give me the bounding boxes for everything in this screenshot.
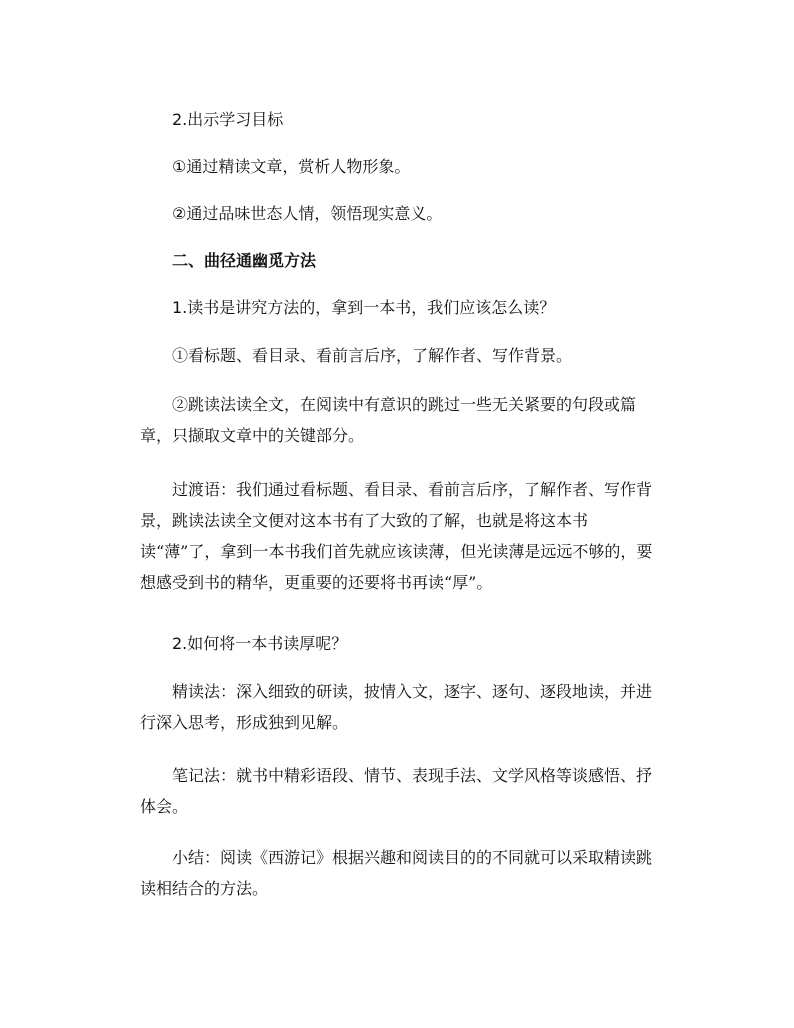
summary: 小结：阅读《西游记》根据兴趣和阅读目的的不同就可以采取精读跳读相结合的方法。 xyxy=(140,848,653,898)
section-heading: 二、曲径通幽觅方法 xyxy=(172,251,317,270)
objective-2: ②通过品味世态人情，领悟现实意义。 xyxy=(172,204,443,223)
method-1: ①看标题、看目录、看前言后序，了解作者、写作背景。 xyxy=(172,346,573,365)
section-step-title: 2.出示学习目标 xyxy=(172,110,284,129)
objective-1: ①通过精读文章，赏析人物形象。 xyxy=(172,157,411,176)
note-method: 笔记法：就书中精彩语段、情节、表现手法、文学风格等谈感悟、抒体会。 xyxy=(140,766,653,816)
close-reading-method: 精读法：深入细致的研读，披情入文，逐字、逐句、逐段地读，并进行深入思考，形成独到见解。 xyxy=(140,682,653,732)
method-2: ②跳读法读全文，在阅读中有意识的跳过一些无关紧要的句段或篇章，只撷取文章中的关键部分。 xyxy=(140,395,637,445)
transition-paragraph: 过渡语：我们通过看标题、看目录、看前言后序，了解作者、写作背景，跳读法读全文便对这本书有了大致的了解，也就是将这本书读“薄”了，拿到一本书我们首先就应该读薄，但光读薄是远远不够的，要想感受到书的精华，更重要的还要将书再读“厚”。 xyxy=(140,480,653,592)
question-1: 1.读书是讲究方法的，拿到一本书，我们应该怎么读？ xyxy=(172,298,556,317)
question-2: 2.如何将一本书读厚呢？ xyxy=(172,634,348,653)
